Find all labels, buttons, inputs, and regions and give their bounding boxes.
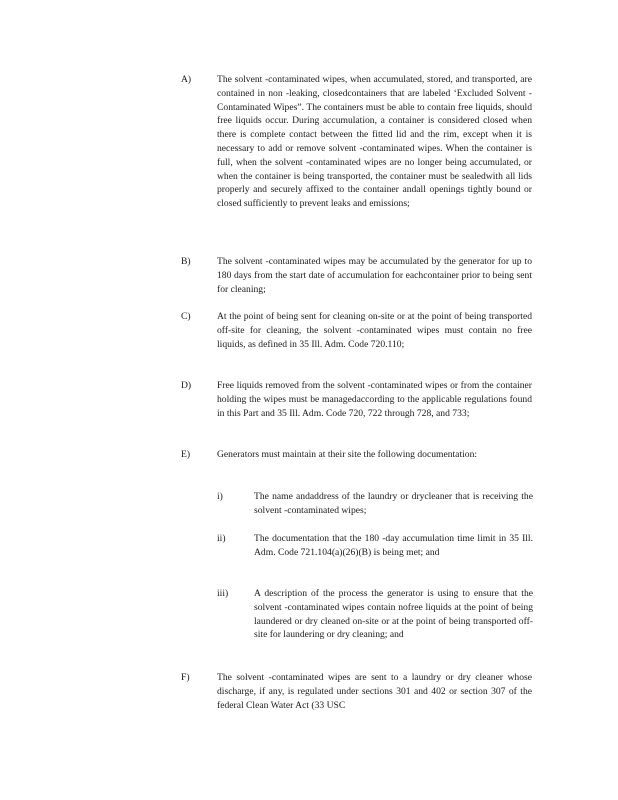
- subparagraph-text: The documentation that the 180 -day accumulation time limit in 35 Ill. Adm. Code 721.104(a)(26)(B) is being met; and: [254, 533, 533, 558]
- subparagraph-text: The name andaddress of the laundry or drycleaner that is receiving the solvent -contaminated wipes;: [254, 491, 533, 516]
- paragraph-label: D): [181, 380, 192, 391]
- paragraph-label: F): [181, 672, 190, 683]
- paragraph-text: Free liquids removed from the solvent -contaminated wipes or from the container holding the wipes must be managedaccording to the applicable regulations found in this Part and 35 Ill. Adm. Code 720, 722 through 728, and 733;: [217, 380, 532, 419]
- paragraph-label: A): [181, 74, 192, 85]
- paragraph-text: Generators must maintain at their site the following documentation:: [217, 449, 478, 460]
- paragraph-text: The solvent -contaminated wipes are sent to a laundry or dry cleaner whose discharge, if any, is regulated under sections 301 and 402 or section 307 of the federal Clean Water Act (33 USC: [217, 672, 532, 711]
- paragraph-text: The solvent -contaminated wipes may be accumulated by the generator for up to 180 days from the start date of accumulation for eachcontainer prior to being sent for cleaning;: [217, 256, 532, 295]
- subparagraph-label: i): [217, 491, 223, 502]
- subparagraph-label: ii): [217, 533, 226, 544]
- paragraph-label: C): [181, 311, 191, 322]
- paragraph-text: At the point of being sent for cleaning on-site or at the point of being transported off-site for cleaning, the solvent -contaminated wipes must contain no free liquids, as defined in 35 Ill. Adm. Code 720.110;: [217, 311, 532, 350]
- subparagraph-label: iii): [217, 588, 229, 599]
- paragraph-label: B): [181, 256, 191, 267]
- paragraph-text: The solvent -contaminated wipes, when accumulated, stored, and transported, are contained in non -leaking, closedcontainers that are labeled ‘Excluded Solvent -Contaminated Wipes”. The containers must be able to contain free liquids, should free liquids occur. During accumulation, a container is considered closed when there is complete contact between the fitted lid and the rim, except when it is necessary to add or remove solvent -contaminated wipes. When the container is full, when the solvent -contaminated wipes are no longer being accumulated, or when the container is being transported, the container must be sealedwith all lids properly and securely affixed to the container andall openings tightly bound or closed sufficiently to prevent leaks and emissions;: [217, 74, 532, 210]
- subparagraph-text: A description of the process the generator is using to ensure that the solvent -contaminated wipes contain nofree liquids at the point of being laundered or dry cleaned on-site or at the point of being transported off-site for laundering or dry cleaning; and: [254, 588, 533, 641]
- paragraph-label: E): [181, 449, 191, 460]
